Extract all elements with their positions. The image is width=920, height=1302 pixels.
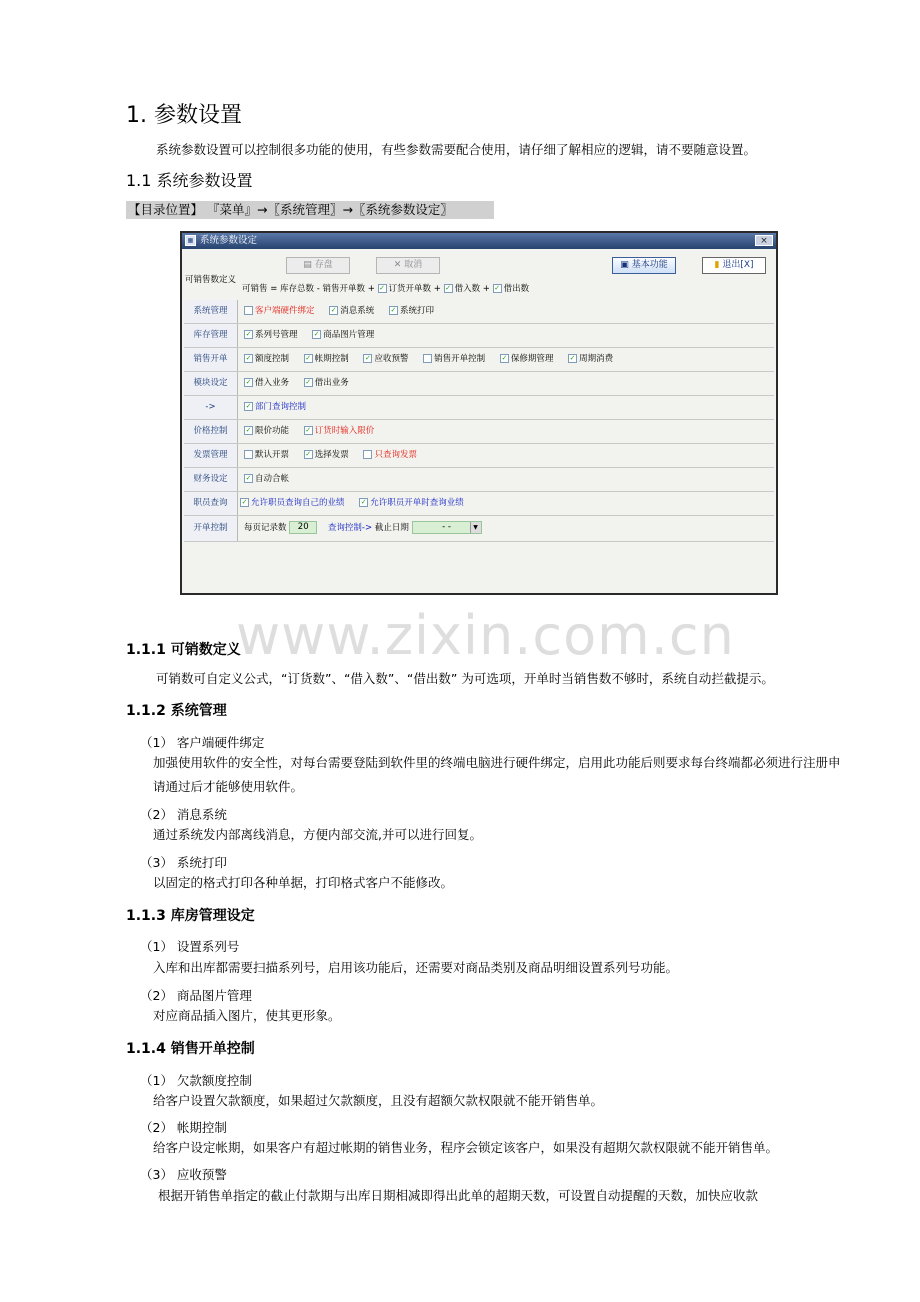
checkbox-periodic-consumption[interactable]: ✓ (569, 354, 576, 362)
order-price-limit-label: 订货时输入限价 (314, 426, 375, 436)
checkbox-auto-merge-accounts[interactable]: ✓ (245, 474, 252, 482)
row-order-control (184, 516, 774, 542)
exit-door-icon: ▮ (714, 260, 720, 270)
borrow-out-label: 借出数 (503, 284, 530, 294)
cancel-icon: ✕ (393, 260, 402, 270)
checkbox-order-price-limit[interactable]: ✓ (305, 426, 312, 434)
sales-order-control-label: 销售开单控制 (434, 354, 486, 364)
checkbox-borrow-in[interactable]: ✓ (445, 284, 452, 292)
row-sales-order (184, 348, 774, 372)
save-button[interactable] (286, 257, 350, 274)
row-invoice-management (184, 444, 774, 468)
heading-1-1-2: 1.1.2 系统管理 (126, 703, 227, 719)
formula-text: 可销售 = 库存总数 - 销售开单数 + (242, 284, 375, 294)
row-label: 模块设定 (184, 372, 238, 395)
checkbox-select-invoice[interactable]: ✓ (305, 450, 312, 458)
checkbox-order-qty[interactable]: ✓ (379, 284, 385, 292)
exit-label: 退出[X] (722, 260, 754, 270)
checkbox-borrow-out-business[interactable]: ✓ (305, 378, 312, 386)
basic-functions-label: 基本功能 (631, 260, 668, 270)
heading-1-1-1: 1.1.1 可销数定义 (126, 642, 241, 658)
paragraph-hardware-binding: 加强使用软件的安全性，对每台需要登陆到软件里的终端电脑进行硬件绑定，启用此功能后则要求每台终端都必须进行注册申请通过后才能够使用软件。 (153, 755, 841, 794)
credit-limit-label: 额度控制 (255, 354, 290, 364)
printer-icon: ▣ (620, 260, 629, 270)
deadline-date-label: 截止日期 (374, 523, 409, 533)
hardware-binding-label: 客户端硬件绑定 (255, 306, 315, 316)
payment-term-label: 帐期控制 (314, 354, 349, 364)
item-message-system: （2） 消息系统 (140, 807, 227, 822)
order-qty-label: 订货开单数 (388, 284, 432, 294)
checkbox-serial-number[interactable]: ✓ (245, 330, 252, 338)
row-label: 库存管理 (184, 324, 238, 347)
heading-1-1-4: 1.1.4 销售开单控制 (126, 1041, 255, 1057)
row-staff-query (184, 492, 774, 516)
breadcrumb: 【目录位置】 『菜单』→〖系统管理〗→〖系统参数设定〗 (126, 201, 494, 219)
sellable-formula: 可销售 = 库存总数 - 销售开单数 + ✓ 订货开单数 + ✓ 借入数 + ✓ 借出数 (242, 284, 530, 294)
date-value: - - (442, 522, 451, 532)
warranty-label: 保修期管理 (510, 354, 554, 364)
checkbox-price-limit[interactable]: ✓ (245, 426, 252, 434)
item-credit-limit: （1） 欠款额度控制 (140, 1073, 252, 1088)
paragraph-serial-number: 入库和出库都需要扫描系列号，启用该功能后，还需要对商品类别及商品明细设置系列号功能。 (153, 960, 679, 975)
paragraph-credit-limit: 给客户设置欠款额度，如果超过欠款额度，且没有超额欠款权限就不能开销售单。 (153, 1093, 604, 1108)
save-icon: ▤ (303, 260, 312, 270)
item-receivable-alert: （3） 应收预警 (140, 1167, 227, 1182)
records-per-page-input[interactable]: 20 (289, 521, 317, 534)
row-label: 价格控制 (184, 420, 238, 443)
department-query-label: 部门查询控制 (255, 402, 307, 412)
message-system-label: 消息系统 (340, 306, 375, 316)
row-arrow (184, 396, 774, 420)
heading-1-1-3: 1.1.3 库房管理设定 (126, 908, 255, 924)
records-per-page-label: 每页记录数 (244, 523, 287, 533)
toolbar (182, 249, 776, 279)
borrow-in-business-label: 借入业务 (255, 378, 290, 388)
row-label: 开单控制 (184, 516, 238, 541)
checkbox-hardware-binding[interactable] (244, 306, 253, 315)
price-limit-label: 限价功能 (255, 426, 290, 436)
query-control-link[interactable]: 查询控制-> (327, 523, 373, 533)
select-invoice-label: 选择发票 (314, 450, 349, 460)
heading-1-1: 1.1 系统参数设置 (126, 171, 253, 190)
exit-button[interactable] (702, 257, 766, 274)
system-print-label: 系统打印 (399, 306, 434, 316)
close-icon[interactable]: × (755, 235, 773, 246)
query-invoice-only-label: 只查询发票 (374, 450, 417, 460)
item-system-print: （3） 系统打印 (140, 855, 227, 870)
heading-1: 1. 参数设置 (126, 103, 242, 128)
checkbox-borrow-out[interactable]: ✓ (494, 284, 501, 292)
row-label: 发票管理 (184, 444, 238, 467)
paragraph-product-images: 对应商品插入图片，使其更形象。 (153, 1008, 341, 1023)
row-finance-settings (184, 468, 774, 492)
checkbox-product-images[interactable]: ✓ (313, 330, 320, 338)
row-label: 财务设定 (184, 468, 238, 491)
app-icon: ▦ (185, 235, 196, 246)
watermark: www.zixin.com.cn (236, 604, 735, 667)
paragraph-message-system: 通过系统发内部离线消息，方便内部交流,并可以进行回复。 (153, 827, 482, 842)
item-product-images: （2） 商品图片管理 (140, 988, 252, 1003)
checkbox-staff-order-performance[interactable]: ✓ (360, 498, 367, 506)
checkbox-payment-term[interactable]: ✓ (305, 354, 312, 362)
chevron-down-icon[interactable]: ▼ (470, 522, 481, 533)
serial-number-label: 系列号管理 (255, 330, 298, 340)
checkbox-warranty[interactable]: ✓ (501, 354, 508, 362)
paragraph-receivable-alert: 根据开销售单指定的截止付款期与出库日期相减即得出此单的超期天数，可设置自动提醒的天数，加快应收款 (158, 1188, 759, 1203)
checkbox-system-print[interactable]: ✓ (390, 306, 397, 314)
row-module-settings (184, 372, 774, 396)
basic-functions-button[interactable] (612, 257, 676, 274)
checkbox-receivable-alert[interactable]: ✓ (365, 354, 371, 362)
default-invoice-label: 默认开票 (255, 450, 290, 460)
paragraph-sellable: 可销数可自定义公式，“订货数”、“借入数”、“借出数” 为可选项，开单时当销售数不够时，系统自动拦截提示。 (156, 671, 774, 686)
borrow-in-label: 借入数 (454, 284, 481, 294)
item-payment-term: （2） 帐期控制 (140, 1120, 227, 1135)
row-price-control (184, 420, 774, 444)
deadline-date-picker[interactable] (412, 521, 482, 534)
window-title: 系统参数设定 (200, 235, 258, 246)
periodic-consumption-label: 周期消费 (579, 354, 614, 364)
product-images-label: 商品图片管理 (323, 330, 375, 340)
checkbox-sales-order-control[interactable] (423, 354, 432, 363)
checkbox-department-query[interactable]: ✓ (245, 402, 252, 410)
settings-window (180, 231, 778, 595)
paragraph-system-print: 以固定的格式打印各种单据，打印格式客户不能修改。 (153, 875, 454, 890)
checkbox-message-system[interactable]: ✓ (330, 306, 337, 314)
cancel-label: 取消 (404, 260, 423, 270)
row-label: 销售开单 (184, 348, 238, 371)
item-hardware-binding: （1） 客户端硬件绑定 (140, 735, 265, 750)
staff-order-performance-label: 允许职员开单时查询业绩 (370, 498, 464, 508)
borrow-out-business-label: 借出业务 (314, 378, 349, 388)
checkbox-borrow-in-business[interactable]: ✓ (245, 378, 252, 386)
settings-rows (184, 300, 774, 542)
window-titlebar (182, 233, 776, 249)
cancel-button[interactable] (376, 257, 440, 274)
paragraph-payment-term: 给客户设定帐期，如果客户有超过帐期的销售业务，程序会锁定该客户，如果没有超期欠款权限就不能开销售单。 (153, 1140, 779, 1155)
checkbox-default-invoice[interactable] (244, 450, 253, 459)
save-label: 存盘 (314, 260, 333, 270)
row-label: -> (184, 396, 238, 419)
sellable-definition-label: 可销售数定义 (185, 275, 237, 285)
row-system-management (184, 300, 774, 324)
item-serial-number: （1） 设置系列号 (140, 939, 240, 954)
row-inventory-management (184, 324, 774, 348)
staff-own-performance-label: 允许职员查询自己的业绩 (251, 498, 345, 508)
intro-paragraph: 系统参数设置可以控制很多功能的使用，有些参数需要配合使用，请仔细了解相应的逻辑，请不要随意设置。 (156, 142, 757, 157)
checkbox-credit-limit[interactable]: ✓ (245, 354, 252, 362)
row-label: 系统管理 (184, 300, 238, 323)
row-label: 职员查询 (184, 492, 238, 515)
checkbox-staff-own-performance[interactable]: ✓ (241, 498, 248, 506)
checkbox-query-invoice-only[interactable] (363, 450, 372, 459)
auto-merge-accounts-label: 自动合帐 (255, 474, 290, 484)
receivable-alert-label: 应收预警 (374, 354, 409, 364)
